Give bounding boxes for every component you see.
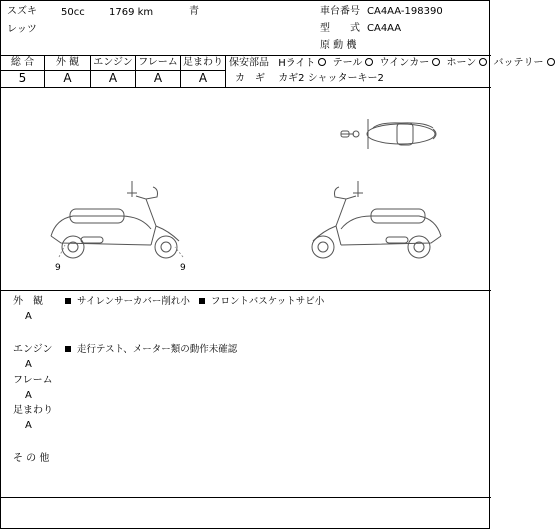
grade-label-appearance: 外 観 xyxy=(55,57,80,68)
equipment-item-winker: ウインカー xyxy=(379,57,430,69)
section-grade-frame: A xyxy=(25,390,32,401)
grade-value-overall: 5 xyxy=(18,71,27,85)
rule xyxy=(1,290,491,291)
equipment-label: 保安部品 xyxy=(229,57,269,69)
section-label-other: そ の 他 xyxy=(13,453,50,464)
type-label: 型 式 xyxy=(320,23,360,34)
scooter-top-view-icon xyxy=(341,119,436,149)
frame-no: CA4AA-198390 xyxy=(367,6,443,17)
displacement: 50cc xyxy=(61,7,85,18)
section-grade-appearance: A xyxy=(25,311,32,322)
section-notes-engine xyxy=(65,345,237,355)
note-item: 走行テスト、メーター類の動作未確認 xyxy=(77,344,238,355)
frame-no-label: 車台番号 xyxy=(320,6,360,17)
check-circle-icon xyxy=(547,58,555,66)
engine-label: 原 動 機 xyxy=(320,40,357,51)
rule xyxy=(1,497,491,498)
grade-label-engine: エンジン xyxy=(93,57,133,68)
scooter-diagram xyxy=(1,1,491,530)
grade-label-suspension: 足まわり xyxy=(183,57,223,68)
scooter-right-side-icon xyxy=(312,181,441,258)
equipment-item-battery: バッテリー xyxy=(493,57,544,69)
model-name: レッツ xyxy=(7,24,37,35)
mileage: 1769 km xyxy=(109,7,154,18)
grade-label-frame: フレーム xyxy=(138,57,178,68)
scooter-left-side-icon xyxy=(51,181,179,258)
maker: スズキ xyxy=(7,6,37,17)
bullet-icon xyxy=(199,298,205,304)
section-label-engine: エンジン xyxy=(13,344,53,355)
section-grade-suspension: A xyxy=(25,420,32,431)
equipment-item-headlight: Hライト xyxy=(278,57,316,69)
section-grade-engine: A xyxy=(25,359,32,370)
note-item: サイレンサーカバー削れ小 xyxy=(77,296,190,307)
grade-value-appearance: A xyxy=(63,71,72,85)
type-value: CA4AA xyxy=(367,23,402,34)
grade-value-engine: A xyxy=(108,71,118,85)
section-label-suspension: 足まわり xyxy=(13,405,53,416)
note-item: フロントバスケットサビ小 xyxy=(210,296,325,307)
grade-value-suspension: A xyxy=(198,71,208,85)
grade-value-frame: A xyxy=(153,71,163,85)
bullet-icon xyxy=(65,346,71,352)
bullet-icon xyxy=(65,298,71,304)
grade-label-overall: 総 合 xyxy=(10,57,35,68)
section-notes-appearance xyxy=(65,297,324,307)
section-label-frame: フレーム xyxy=(13,375,53,386)
section-label-appearance: 外 観 xyxy=(13,296,43,307)
equipment-item-horn: ホーン xyxy=(446,57,477,69)
keys-label: カ ギ xyxy=(235,73,265,84)
keys-value: カギ2 シャッターキー2 xyxy=(278,73,384,84)
color: 青 xyxy=(189,6,199,17)
damage-mark-left: 9 xyxy=(55,263,61,273)
damage-mark-right: 9 xyxy=(180,263,186,273)
equipment-item-tail: テール xyxy=(332,57,363,69)
